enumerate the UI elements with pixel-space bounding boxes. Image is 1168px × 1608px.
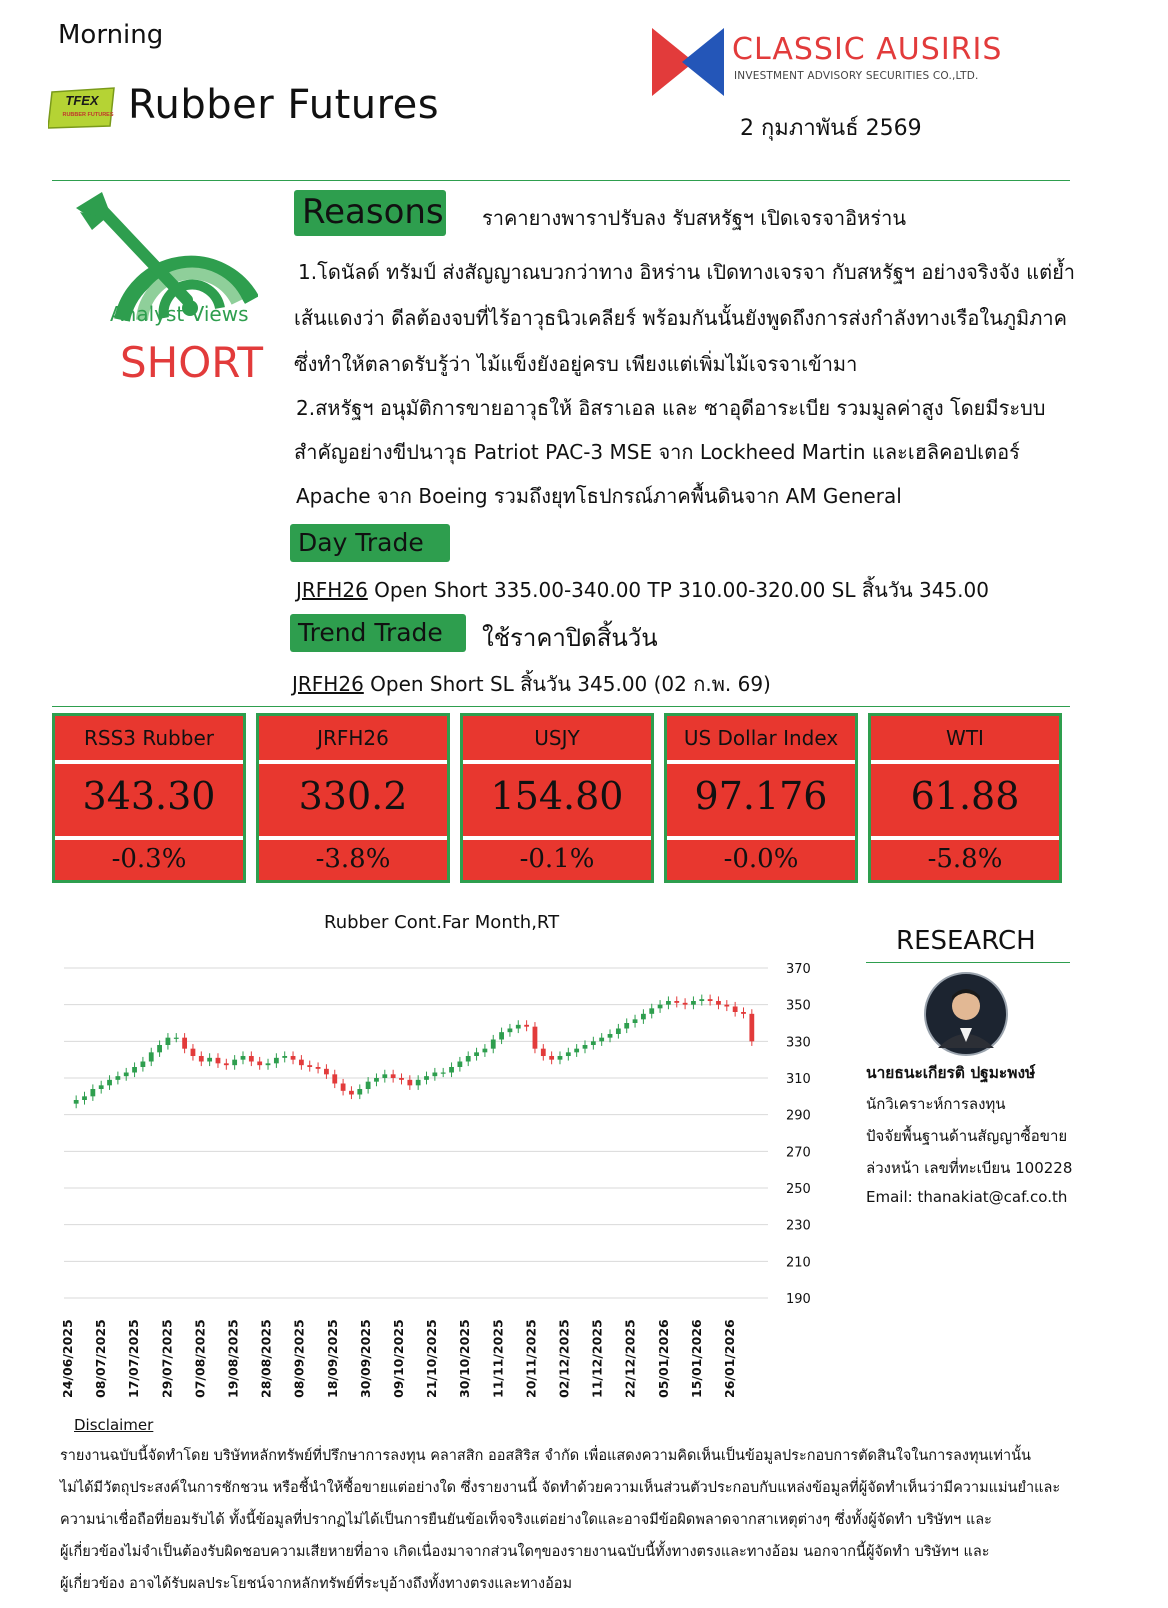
x-tick-label: 17/07/2025 bbox=[126, 1319, 142, 1398]
candle-body bbox=[424, 1076, 429, 1080]
candle-body bbox=[157, 1045, 162, 1052]
candle-body bbox=[341, 1084, 346, 1091]
candle-body bbox=[716, 1001, 721, 1005]
candle-body bbox=[324, 1069, 329, 1075]
candle-body bbox=[332, 1074, 337, 1083]
candle-body bbox=[508, 1029, 513, 1033]
x-tick-label: 24/06/2025 bbox=[60, 1319, 75, 1398]
candle-body bbox=[624, 1023, 629, 1029]
ticker-card-jrfh26 bbox=[256, 713, 450, 883]
analyst-email[interactable]: Email: thanakiat@caf.co.th bbox=[866, 1188, 1068, 1206]
price-chart bbox=[58, 950, 848, 1400]
candle-body bbox=[533, 1027, 538, 1049]
y-tick-label: 190 bbox=[786, 1292, 811, 1307]
research-divider bbox=[866, 962, 1070, 963]
reason-line: เส้นแดงว่า ดีลต้องจบที่ไร้อาวุธนิวเคลียร์ พร้อมกันนั้นยังพูดถึงการส่งกำลังทางเรือในภูมิภาค bbox=[294, 306, 1068, 330]
ticker-change: -0.1% bbox=[519, 844, 595, 874]
ticker-value: 97.176 bbox=[694, 774, 828, 818]
x-tick-label: 21/10/2025 bbox=[424, 1319, 440, 1398]
candle-body bbox=[249, 1056, 254, 1062]
candle-body bbox=[374, 1078, 379, 1082]
ticker-card-dollar-index bbox=[664, 713, 858, 883]
candle-body bbox=[149, 1052, 154, 1061]
reason-line: Apache จาก Boeing รวมถึงยุทโธปกรณ์ภาคพื้นดินจาก AM General bbox=[296, 484, 902, 508]
candle-body bbox=[616, 1029, 621, 1035]
header-divider bbox=[52, 180, 1070, 181]
ticker-change: -0.3% bbox=[111, 844, 187, 874]
x-tick-label: 30/10/2025 bbox=[457, 1319, 473, 1398]
candle-body bbox=[141, 1062, 146, 1068]
candle-body bbox=[549, 1056, 554, 1060]
reasons-headline: ราคายางพาราปรับลง รับสหรัฐฯ เปิดเจรจาอิหร่าน bbox=[482, 206, 906, 230]
y-tick-label: 250 bbox=[786, 1182, 811, 1197]
y-tick-label: 350 bbox=[786, 998, 811, 1014]
candle-body bbox=[349, 1091, 354, 1095]
trend-trade-detail: Open Short SL สิ้นวัน 345.00 (02 ก.พ. 69) bbox=[363, 672, 771, 696]
trend-trade-note: ใช้ราคาปิดสิ้นวัน bbox=[482, 624, 658, 652]
stance-label: SHORT bbox=[120, 338, 264, 387]
candle-body bbox=[391, 1074, 396, 1078]
candle-body bbox=[691, 1001, 696, 1005]
analyst-name: นายธนะเกียรติ ปฐมะพงษ์ bbox=[866, 1064, 1036, 1082]
candle-body bbox=[216, 1058, 221, 1064]
y-tick-label: 330 bbox=[786, 1035, 811, 1051]
candle-body bbox=[316, 1067, 321, 1069]
candle-body bbox=[99, 1085, 104, 1089]
candle-body bbox=[658, 1005, 663, 1009]
candle-body bbox=[282, 1056, 287, 1058]
candle-body bbox=[199, 1056, 204, 1062]
x-tick-label: 11/11/2025 bbox=[490, 1319, 506, 1398]
candle-body bbox=[307, 1065, 312, 1067]
candle-body bbox=[733, 1007, 738, 1013]
reason-line: 2.สหรัฐฯ อนุมัติการขายอาวุธให้ อิสราเอล และ ซาอุดีอาระเบีย รวมมูลค่าสูง โดยมีระบบ bbox=[296, 396, 1046, 420]
candle-body bbox=[583, 1045, 588, 1049]
candle-body bbox=[182, 1038, 187, 1049]
candle-body bbox=[207, 1058, 212, 1062]
candle-body bbox=[416, 1080, 421, 1086]
ticker-name: US Dollar Index bbox=[683, 726, 839, 750]
candle-body bbox=[291, 1056, 296, 1060]
brand-name: CLASSIC AUSIRIS bbox=[732, 32, 1003, 67]
x-tick-label: 11/12/2025 bbox=[589, 1319, 605, 1398]
candle-body bbox=[558, 1056, 563, 1060]
reason-line: 1.โดนัลด์ ทรัมป์ ส่งสัญญาณบวกว่าทาง อิหร่าน เปิดทางเจรจา กับสหรัฐฯ อย่างจริงจัง แต่ย้ำ bbox=[298, 260, 1076, 284]
ticker-card-wti bbox=[868, 713, 1062, 883]
ticker-change: -0.0% bbox=[723, 844, 799, 874]
analyst-license-line2: ล่วงหน้า เลขที่ทะเบียน 100228 bbox=[866, 1159, 1073, 1177]
research-title: RESEARCH bbox=[896, 926, 1036, 956]
candle-body bbox=[608, 1034, 613, 1038]
candle-body bbox=[90, 1089, 95, 1096]
candle-body bbox=[432, 1073, 437, 1077]
candle-body bbox=[483, 1049, 488, 1053]
analyst-license-line1: ปัจจัยพื้นฐานด้านสัญญาซื้อขาย bbox=[866, 1127, 1068, 1145]
ticker-change: -5.8% bbox=[927, 844, 1003, 874]
candle-body bbox=[516, 1025, 521, 1029]
reason-line: สำคัญอย่างขีปนาวุธ Patriot PAC-3 MSE จาก Lockheed Martin และเฮลิคอปเตอร์ bbox=[294, 440, 1020, 464]
candle-body bbox=[474, 1052, 479, 1056]
candle-body bbox=[708, 999, 713, 1001]
candle-body bbox=[407, 1080, 412, 1086]
y-tick-label: 290 bbox=[786, 1108, 811, 1124]
chart-title: Rubber Cont.Far Month,RT bbox=[324, 912, 560, 933]
x-tick-label: 08/07/2025 bbox=[93, 1319, 109, 1398]
candle-body bbox=[491, 1040, 496, 1049]
candle-body bbox=[741, 1012, 746, 1014]
candle-body bbox=[74, 1100, 79, 1104]
ticker-value: 343.30 bbox=[82, 774, 216, 818]
candle-body bbox=[357, 1089, 362, 1095]
x-tick-label: 05/01/2026 bbox=[655, 1319, 671, 1398]
tfex-badge-line2: RUBBER FUTURES bbox=[62, 112, 114, 118]
analyst-avatar bbox=[924, 972, 1008, 1056]
candle-body bbox=[124, 1073, 129, 1077]
candle-body bbox=[683, 1003, 688, 1005]
reasons-label: Reasons bbox=[294, 190, 446, 236]
candle-body bbox=[449, 1067, 454, 1073]
x-tick-label: 08/09/2025 bbox=[291, 1319, 307, 1398]
candle-body bbox=[724, 1005, 729, 1007]
ticker-name: WTI bbox=[946, 726, 984, 750]
trend-trade-plan bbox=[292, 668, 771, 700]
candle-body bbox=[174, 1038, 179, 1039]
candle-body bbox=[649, 1008, 654, 1014]
disclaimer-line: ผู้เกี่ยวข้อง อาจได้รับผลประโยชน์จากหลักทรัพย์ที่ระบุอ้างถึงทั้งทางตรงและทางอ้อม bbox=[60, 1576, 573, 1592]
candle-body bbox=[232, 1060, 237, 1066]
disclaimer-line: รายงานฉบับนี้จัดทำโดย บริษัทหลักทรัพย์ที่ปรึกษาการลงทุน คลาสสิก ออสสิริส จำกัด เพื่อแสดงความคิดเห็นเป็นข้อมูลประกอบการตัดสินใจในการลงทุนเท่านั้น bbox=[60, 1448, 1031, 1464]
brand-logo-icon bbox=[652, 28, 724, 96]
candle-body bbox=[574, 1049, 579, 1053]
ticker-name: JRFH26 bbox=[317, 726, 389, 750]
candle-body bbox=[541, 1049, 546, 1056]
y-tick-label: 270 bbox=[786, 1145, 811, 1161]
candle-body bbox=[224, 1063, 229, 1065]
x-tick-label: 26/01/2026 bbox=[722, 1319, 737, 1398]
tfex-rubber-logo bbox=[48, 86, 118, 130]
edition-label: Morning bbox=[58, 20, 164, 50]
ticker-value: 154.80 bbox=[490, 774, 624, 818]
candle-body bbox=[132, 1067, 137, 1073]
y-tick-label: 370 bbox=[786, 962, 811, 977]
ticker-card-usjy bbox=[460, 713, 654, 883]
x-tick-label: 09/10/2025 bbox=[391, 1319, 406, 1398]
candle-body bbox=[107, 1080, 112, 1086]
page-title: Rubber Futures bbox=[128, 82, 440, 128]
candle-body bbox=[241, 1056, 246, 1060]
x-tick-label: 19/08/2025 bbox=[225, 1319, 241, 1398]
x-tick-label: 28/08/2025 bbox=[258, 1319, 274, 1398]
x-tick-label: 18/09/2025 bbox=[324, 1319, 340, 1398]
candle-body bbox=[366, 1082, 371, 1089]
trend-trade-contract: JRFH26 bbox=[292, 672, 364, 696]
candle-body bbox=[674, 1001, 679, 1003]
ticker-change: -3.8% bbox=[315, 844, 391, 874]
ticker-name: RSS3 Rubber bbox=[84, 726, 214, 750]
candle-body bbox=[749, 1014, 754, 1042]
candle-body bbox=[191, 1049, 196, 1056]
candle-body bbox=[666, 1001, 671, 1005]
x-tick-label: 22/12/2025 bbox=[622, 1319, 638, 1398]
x-tick-label: 07/08/2025 bbox=[192, 1319, 208, 1398]
candle-body bbox=[115, 1076, 120, 1080]
candle-body bbox=[257, 1062, 262, 1066]
candle-body bbox=[274, 1058, 279, 1064]
candle-body bbox=[457, 1062, 462, 1068]
ticker-name: USJY bbox=[534, 726, 580, 750]
disclaimer-line: ความน่าเชื่อถือที่ยอมรับได้ ทั้งนี้ข้อมูลที่ปรากฏไม่ได้เป็นการยืนยันข้อเท็จจริงแต่อย่างใดและอาจมีข้อผิดพลาดจากสาเหตุต่างๆ ซึ่งทั้งผู้จัดทำ บริษัทฯ และ bbox=[60, 1512, 992, 1528]
candle-body bbox=[633, 1019, 638, 1023]
x-tick-label: 20/11/2025 bbox=[523, 1319, 539, 1398]
trend-trade-label: Trend Trade bbox=[290, 614, 466, 652]
ticker-value: 330.2 bbox=[298, 774, 408, 818]
report-date: 2 กุมภาพันธ์ 2569 bbox=[740, 116, 922, 141]
disclaimer-line: ไม่ได้มีวัตถุประสงค์ในการชักชวน หรือชี้นำให้ซื้อขายแต่อย่างใด ซึ่งรายงานนี้ จัดทำด้วยความเห็นส่วนตัวประกอบกับแหล่งข้อมูลที่ผู้จัดทำเห็นว่ามีความแม่นยำและ bbox=[60, 1480, 1061, 1496]
reason-line: ซึ่งทำให้ตลาดรับรู้ว่า ไม้แข็งยังอยู่ครบ เพียงแต่เพิ่มไม้เจรจาเข้ามา bbox=[294, 352, 858, 376]
candle-body bbox=[699, 999, 704, 1001]
candle-body bbox=[166, 1038, 171, 1045]
x-tick-label: 15/01/2026 bbox=[688, 1319, 704, 1398]
disclaimer-title: Disclaimer bbox=[74, 1416, 154, 1434]
candle-body bbox=[566, 1052, 571, 1056]
candle-body bbox=[399, 1078, 404, 1080]
y-tick-label: 210 bbox=[786, 1255, 811, 1271]
day-trade-contract: JRFH26 bbox=[296, 578, 368, 602]
candle-body bbox=[266, 1063, 271, 1065]
ticker-card-rss3 bbox=[52, 713, 246, 883]
candle-body bbox=[524, 1025, 529, 1027]
candle-body bbox=[499, 1032, 504, 1039]
analyst-title: นักวิเคราะห์การลงทุน bbox=[866, 1095, 1006, 1113]
brand-subtitle: INVESTMENT ADVISORY SECURITIES CO.,LTD. bbox=[734, 70, 979, 82]
candle-body bbox=[299, 1060, 304, 1066]
candle-body bbox=[82, 1096, 87, 1100]
day-trade-plan bbox=[296, 574, 989, 606]
ticker-top-divider bbox=[52, 706, 1070, 707]
x-tick-label: 30/09/2025 bbox=[357, 1319, 373, 1398]
candle-body bbox=[382, 1074, 387, 1078]
analyst-views-label: Analyst Views bbox=[110, 302, 249, 326]
candle-body bbox=[641, 1014, 646, 1020]
day-trade-detail: Open Short 335.00-340.00 TP 310.00-320.00 SL สิ้นวัน 345.00 bbox=[367, 578, 989, 602]
disclaimer-line: ผู้เกี่ยวข้องไม่จำเป็นต้องรับผิดชอบความเสียหายที่อาจ เกิดเนื่องมาจากส่วนใดๆของรายงานฉบับนี้ทั้งทางตรงและทางอ้อม นอกจากนี้ผู้จัดทำ บริษัทฯ และ bbox=[60, 1544, 990, 1560]
y-tick-label: 310 bbox=[786, 1072, 811, 1087]
y-tick-label: 230 bbox=[786, 1218, 811, 1234]
candle-body bbox=[466, 1056, 471, 1062]
candle-body bbox=[441, 1073, 446, 1074]
ticker-value: 61.88 bbox=[910, 774, 1020, 818]
candle-body bbox=[599, 1038, 604, 1042]
day-trade-label: Day Trade bbox=[290, 524, 450, 562]
candle-body bbox=[591, 1041, 596, 1045]
x-tick-label: 29/07/2025 bbox=[159, 1319, 175, 1398]
tfex-badge-line1: TFEX bbox=[65, 93, 99, 108]
x-tick-label: 02/12/2025 bbox=[556, 1319, 572, 1398]
